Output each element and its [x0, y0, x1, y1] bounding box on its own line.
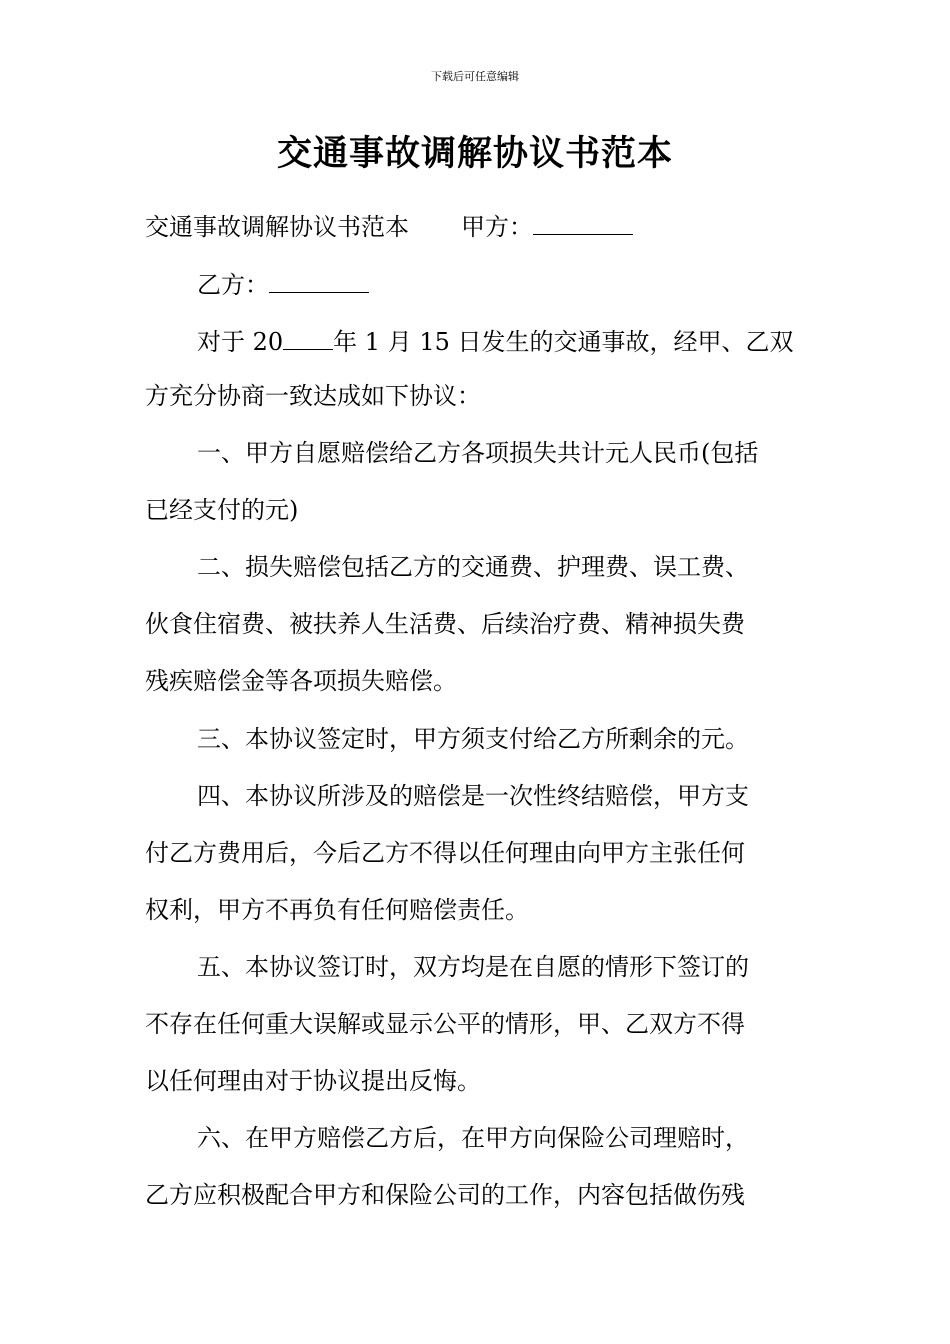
paragraph-line: 不存在任何重大误解或显示公平的情形，甲、乙双方不得 — [145, 1010, 745, 1038]
paragraph-line: 权利，甲方不再负有任何赔偿责任。 — [145, 896, 529, 924]
party-b-blank — [269, 270, 369, 293]
year-blank — [283, 327, 333, 350]
party-b-line — [197, 270, 867, 297]
paragraph-line: 伙食住宿费、被扶养人生活费、后续治疗费、精神损失费 — [145, 610, 745, 638]
date-text-b: 年 1 月 15 日发生的交通事故，经甲、乙双 — [333, 328, 794, 356]
paragraph-line — [197, 327, 867, 354]
paragraph-line: 残疾赔偿金等各项损失赔偿。 — [145, 667, 457, 695]
paragraph-line: 方充分协商一致达成如下协议： — [145, 382, 481, 410]
paragraph-line: 付乙方费用后，今后乙方不得以任何理由向甲方主张任何 — [145, 839, 745, 867]
paragraph-line: 四、本协议所涉及的赔偿是一次性终结赔偿，甲方支 — [197, 782, 749, 810]
subtitle-text: 交通事故调解协议书范本 — [145, 213, 409, 241]
party-a-label: 甲方： — [461, 213, 533, 241]
paragraph-line: 乙方应积极配合甲方和保险公司的工作，内容包括做伤残 — [145, 1181, 745, 1209]
paragraph-line: 以任何理由对于协议提出反悔。 — [145, 1067, 481, 1095]
subtitle-line — [145, 212, 815, 239]
paragraph-line: 五、本协议签订时，双方均是在自愿的情形下签订的 — [197, 953, 749, 981]
paragraph-line: 三、本协议签定时，甲方须支付给乙方所剩余的元。 — [197, 725, 749, 753]
paragraph-line: 已经支付的元) — [145, 496, 299, 524]
party-a-blank — [533, 212, 633, 235]
paragraph-line: 一、甲方自愿赔偿给乙方各项损失共计元人民币(包括 — [197, 439, 759, 467]
document-title: 交通事故调解协议书范本 — [276, 133, 673, 174]
header-note: 下载后可任意编辑 — [431, 70, 519, 83]
party-b-label: 乙方： — [197, 271, 269, 299]
date-text-a: 对于 20 — [197, 328, 284, 356]
paragraph-line: 六、在甲方赔偿乙方后，在甲方向保险公司理赔时， — [197, 1124, 749, 1152]
paragraph-line: 二、损失赔偿包括乙方的交通费、护理费、误工费、 — [197, 553, 749, 581]
